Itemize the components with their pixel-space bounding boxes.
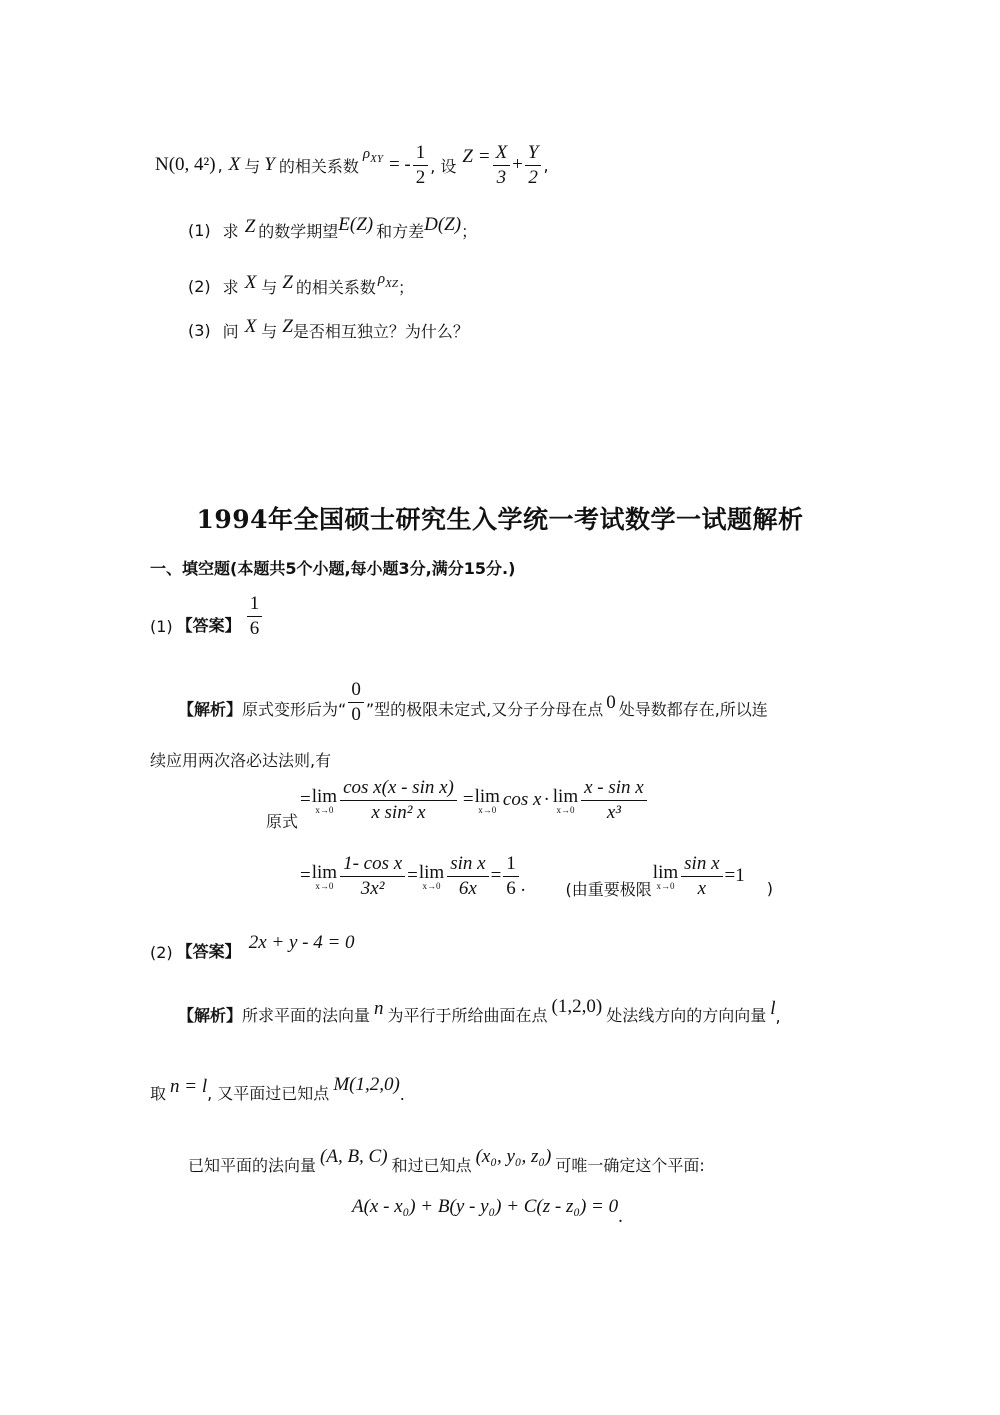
answer-2-row <box>150 926 355 962</box>
fraction-x-3: $\frac{X}{3}$ <box>493 142 511 189</box>
text-set: , 设 <box>430 156 457 176</box>
q2-end: ； <box>397 277 414 297</box>
a1-analysis-line-2: 续应用两次洛必达法则,有 <box>150 751 332 770</box>
q3-x: X <box>244 316 257 337</box>
a1-analysis-text3: 处导数都存在,所以连 <box>618 700 768 719</box>
limit-note-close: ) <box>766 878 773 898</box>
a2-label: (2) <box>150 943 173 962</box>
plane-equation: A(x - x₀) + B(y - y₀) + C(z - z₀) = 0 <box>352 1196 619 1217</box>
question-3 <box>188 312 469 348</box>
limit-note-open: (由重要极限 <box>565 879 652 899</box>
cos-x: cos x <box>502 789 542 810</box>
separator: , <box>217 155 223 175</box>
normal-distribution: N(0, 4²) <box>155 154 216 175</box>
eq-1: = <box>300 789 311 810</box>
rho-xz: $\rho_{XZ}$ <box>377 270 398 290</box>
q1-text1: 的数学期望 <box>258 221 339 241</box>
point-120: (1,2,0) <box>551 996 603 1017</box>
a1-label: (1) <box>150 617 173 636</box>
q1-dz: D(Z) <box>424 214 462 235</box>
plane-equation-end: . <box>618 1206 623 1227</box>
rho-xy: $\rho_{XY}$ <box>362 145 383 165</box>
a1-answer-tag: 【答案】 <box>176 616 241 635</box>
a1-analysis-tag: 【解析】 <box>178 700 243 719</box>
q1-label: (1) <box>188 220 211 240</box>
plane-pass-text: , 又平面过已知点 <box>207 1084 330 1103</box>
a2-analysis-line-3 <box>188 1140 705 1176</box>
line2-end: . <box>399 1085 405 1104</box>
q3-z: Z <box>282 316 293 337</box>
zero-over-zero: $\frac{0}{0}$ <box>348 679 364 726</box>
comma: , <box>543 155 549 175</box>
var-x: X <box>228 154 241 175</box>
problem-line-1 <box>155 140 549 190</box>
a2-answer-tag: 【答案】 <box>176 942 241 961</box>
lim-3: lim x→0 <box>552 785 579 815</box>
a1-analysis-text1: 原式变形后为“ <box>242 700 347 719</box>
var-y: Y <box>264 154 275 175</box>
q1-ez: E(Z) <box>338 214 374 235</box>
eq-5: = <box>490 865 502 886</box>
known-point-text: 和过已知点 <box>391 1156 472 1175</box>
a2-analysis-text2: 为平行于所给曲面在点 <box>387 1006 548 1025</box>
a1-analysis-text2: ”型的极限未定式,又分子分母在点 <box>365 700 604 719</box>
frac-5: $\frac{1}{6}$ <box>503 853 519 900</box>
z-eq: Z = <box>462 146 491 167</box>
var-l: l <box>770 998 776 1019</box>
q2-x: X <box>244 272 257 293</box>
eq-4: = <box>407 865 418 886</box>
frac-3: $\frac{\text{1- cos x}}{\text{3x²}}$ <box>340 853 405 900</box>
abc-vector: (A, B, C) <box>320 1146 388 1167</box>
period: . <box>520 875 526 896</box>
frac-4: $\frac{\text{sin x}}{6x}$ <box>447 853 488 900</box>
take-text: 取 <box>150 1084 167 1103</box>
plus-sign: + <box>512 154 523 175</box>
a1-answer-fraction: $\frac{1}{6}$ <box>247 593 263 640</box>
frac-6: $\frac{\text{sin x}}{x}$ <box>681 853 722 900</box>
plane-equation-row <box>352 1192 623 1228</box>
a2-analysis-tag: 【解析】 <box>178 1006 243 1025</box>
answer-1-row <box>150 580 264 640</box>
q2-text: 的相关系数 <box>295 277 376 297</box>
yuanshi-label: 原式 <box>266 811 299 831</box>
text-corr: 的相关系数 <box>278 156 359 176</box>
lim-4: lim x→0 <box>311 861 338 891</box>
question-1 <box>188 212 477 248</box>
a2-analysis-end: , <box>775 1007 781 1026</box>
a1-formula-line-2 <box>300 848 773 904</box>
a2-analysis-text3: 处法线方向的方向向量 <box>606 1006 767 1025</box>
question-2 <box>188 268 414 304</box>
q1-qiu: 求 <box>222 221 239 241</box>
lim-1: lim x→0 <box>311 785 338 815</box>
q1-end: ； <box>461 221 478 241</box>
fraction-y-2: $\frac{Y}{2}$ <box>525 142 542 189</box>
text-yu: 与 <box>244 156 261 176</box>
point-m: M(1,2,0) <box>333 1074 400 1095</box>
q1-z: Z <box>244 216 256 237</box>
eq-minus: = - <box>388 154 411 175</box>
fraction-half: $\frac{1}{2}$ <box>413 142 429 189</box>
lim-6: lim x→0 <box>652 861 679 891</box>
q2-yu: 与 <box>261 277 278 297</box>
section-heading: 一、填空题(本题共5个小题,每小题3分,满分15分.) <box>150 559 516 578</box>
var-n: n <box>374 998 384 1019</box>
point-zero: 0 <box>606 692 616 713</box>
n-eq-l: n = l <box>170 1076 208 1097</box>
a2-analysis-line-2 <box>150 1068 405 1104</box>
q2-qiu: 求 <box>222 277 239 297</box>
normal-vector-text: 已知平面的法向量 <box>188 1156 317 1175</box>
a2-answer: 2x + y - 4 = 0 <box>248 932 355 953</box>
q3-label: (3) <box>188 320 211 340</box>
eq-3: = <box>300 865 311 886</box>
lim-2: lim x→0 <box>474 785 500 815</box>
note-eq-one: =1 <box>724 865 745 886</box>
a2-analysis-text1: 所求平面的法向量 <box>242 1006 371 1025</box>
dot: · <box>543 789 550 810</box>
known-point: (x₀, y₀, z₀) <box>475 1146 552 1167</box>
lim-5: lim x→0 <box>418 861 445 891</box>
a1-analysis-line-1 <box>178 666 768 726</box>
q2-z: Z <box>282 272 293 293</box>
page-title: 1994年全国硕士研究生入学统一考试数学一试题解析 <box>196 505 804 534</box>
frac-2: $\frac{\text{x - sin x}}{\text{x³}}$ <box>581 777 647 824</box>
q2-label: (2) <box>188 276 211 296</box>
q3-yu: 与 <box>261 321 278 341</box>
q1-text2: 和方差 <box>376 221 425 241</box>
eq-2: = <box>462 789 474 810</box>
a1-formula-line-1 <box>266 772 649 831</box>
q3-text: 是否相互独立？为什么？ <box>292 321 469 341</box>
q3-wen: 问 <box>222 321 239 341</box>
a2-analysis-line-1 <box>178 990 781 1026</box>
unique-plane-text: 可唯一确定这个平面: <box>555 1156 705 1175</box>
frac-1: $\frac{\text{cos x(x - sin x)}}{\text{x sin² x}}$ <box>340 777 457 824</box>
